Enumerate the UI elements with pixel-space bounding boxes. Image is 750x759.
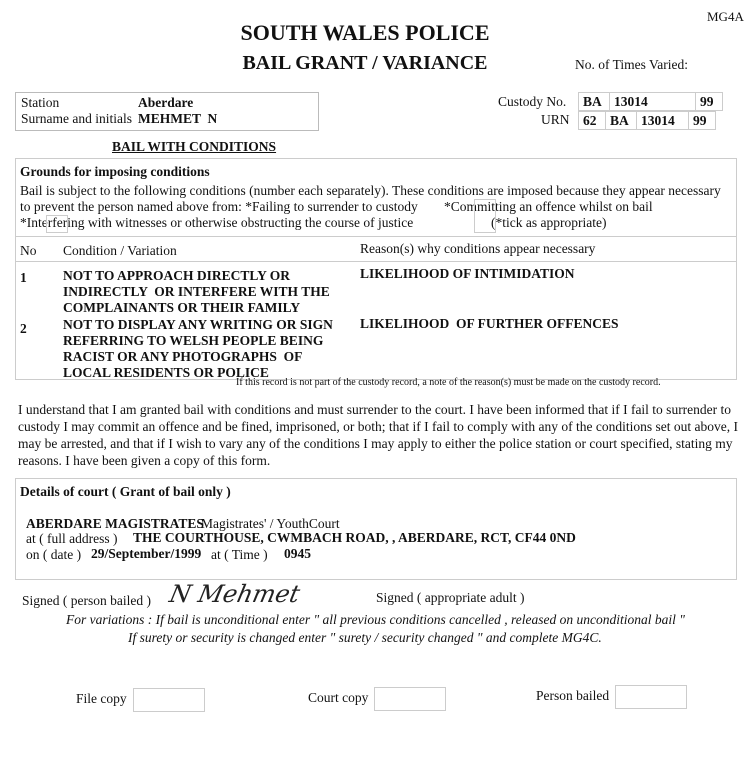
condition-1-reason: LIKELIHOOD OF INTIMIDATION <box>360 266 575 281</box>
custody-number <box>578 92 723 111</box>
court-type: Magistrates' / YouthCourt <box>201 516 340 531</box>
variation-note-1: For variations : If bail is unconditional enter " all previous conditions cancelled , released on unconditional bail " <box>66 612 685 627</box>
grounds-box <box>15 158 737 380</box>
urn-label: URN <box>541 112 570 127</box>
condition-2-text <box>63 317 333 381</box>
declaration-line: I understand that I am granted bail with conditions and must surrender to the court. I have been informed that if I fail to surrender to <box>18 402 732 417</box>
condition-line: LOCAL RESIDENTS OR POLICE <box>63 365 269 380</box>
grounds-committing: *Committing an offence whilst on bail <box>444 199 653 214</box>
court-name: ABERDARE MAGISTRATES <box>26 516 204 531</box>
condition-line: REFERRING TO WELSH PEOPLE BEING <box>63 333 324 348</box>
grounds-failing: to prevent the person named above from: *Failing to surrender to custody <box>20 199 418 214</box>
file-copy-box[interactable] <box>133 688 205 712</box>
surname-value: MEHMET N <box>138 111 218 126</box>
time-label: at ( Time ) <box>211 547 268 562</box>
condition-2-reason: LIKELIHOOD OF FURTHER OFFENCES <box>360 316 619 331</box>
col-no: No <box>20 243 37 258</box>
col-condition: Condition / Variation <box>63 243 177 258</box>
condition-2-no: 2 <box>20 321 27 336</box>
custody-number-value: 13014 <box>610 93 696 111</box>
signed-adult-label: Signed ( appropriate adult ) <box>376 590 525 605</box>
condition-line: COMPLAINANTS OR THEIR FAMILY <box>63 300 301 315</box>
declaration-line: custody I may commit an offence and be fined, imprisoned, or both; that if I fail to comply with any of the conditions set out above, I <box>18 419 738 434</box>
declaration-line: may be arrested, and that if I wish to vary any of the conditions I may apply to either the police station or court specified, stating my <box>18 436 733 451</box>
divider <box>16 261 736 262</box>
custody-prefix: BA <box>579 93 610 111</box>
station-label: Station <box>21 95 60 110</box>
condition-1-no: 1 <box>20 270 27 285</box>
person-box <box>15 92 319 131</box>
address-label: at ( full address ) <box>26 531 118 546</box>
court-copy-box[interactable] <box>374 687 446 711</box>
condition-line: RACIST OR ANY PHOTOGRAPHS OF <box>63 349 303 364</box>
court-title: Details of court ( Grant of bail only ) <box>20 484 231 499</box>
condition-line: INDIRECTLY OR INTERFERE WITH THE <box>63 284 330 299</box>
urn <box>578 111 716 130</box>
person-copy <box>536 685 687 709</box>
times-varied-label: No. of Times Varied: <box>575 57 689 72</box>
court-time: 0945 <box>284 546 311 561</box>
tick-note: (*tick as appropriate) <box>491 215 607 230</box>
surname-label: Surname and initials <box>21 111 132 126</box>
urn-number: 13014 <box>637 112 689 130</box>
col-reason: Reason(s) why conditions appear necessary <box>360 241 596 256</box>
signature: N Mehmet <box>167 580 303 608</box>
court-copy <box>308 687 446 711</box>
custody-year: 99 <box>696 93 723 111</box>
date-label: on ( date ) <box>26 547 82 562</box>
court-copy-label: Court copy <box>308 690 369 706</box>
condition-line: NOT TO APPROACH DIRECTLY OR <box>63 268 291 283</box>
form-title: BAIL GRANT / VARIANCE <box>242 52 488 74</box>
court-date: 29/September/1999 <box>91 546 202 561</box>
tick-box-interfering[interactable] <box>46 215 68 233</box>
court-box <box>15 478 737 580</box>
person-copy-box[interactable] <box>615 685 687 709</box>
court-address: THE COURTHOUSE, CWMBACH ROAD, , ABERDARE, RCT, CF44 0ND <box>133 530 576 545</box>
custody-label: Custody No. <box>498 94 567 109</box>
file-copy <box>76 688 205 712</box>
form-code: MG4A <box>707 9 744 24</box>
org-title: SOUTH WALES POLICE <box>240 20 490 45</box>
grounds-title: Grounds for imposing conditions <box>20 164 210 179</box>
person-copy-label: Person bailed <box>536 688 610 704</box>
condition-1-text <box>63 268 330 316</box>
grounds-interfering: *Interfering with witnesses or otherwise obstructing the course of justice <box>20 215 414 230</box>
grounds-line1: Bail is subject to the following conditions (number each separately). These conditions are imposed because they appear necessary <box>20 183 721 198</box>
divider <box>16 236 736 237</box>
urn-station: BA <box>606 112 637 130</box>
condition-line: NOT TO DISPLAY ANY WRITING OR SIGN <box>63 317 333 332</box>
file-copy-label: File copy <box>76 691 127 707</box>
footnote: If this record is not part of the custody record, a note of the reason(s) must be made on the custody record. <box>236 377 661 388</box>
station-value: Aberdare <box>138 95 194 110</box>
urn-year: 99 <box>689 112 716 130</box>
tick-box-committing[interactable] <box>474 199 496 233</box>
declaration <box>18 401 738 469</box>
variation-note-2: If surety or security is changed enter " surety / security changed " and complete MG4C. <box>128 630 602 645</box>
section-title: BAIL WITH CONDITIONS <box>112 139 277 154</box>
urn-force: 62 <box>579 112 606 130</box>
signed-person-label: Signed ( person bailed ) <box>22 593 151 608</box>
declaration-line: reasons. I have been given a copy of this form. <box>18 453 271 468</box>
